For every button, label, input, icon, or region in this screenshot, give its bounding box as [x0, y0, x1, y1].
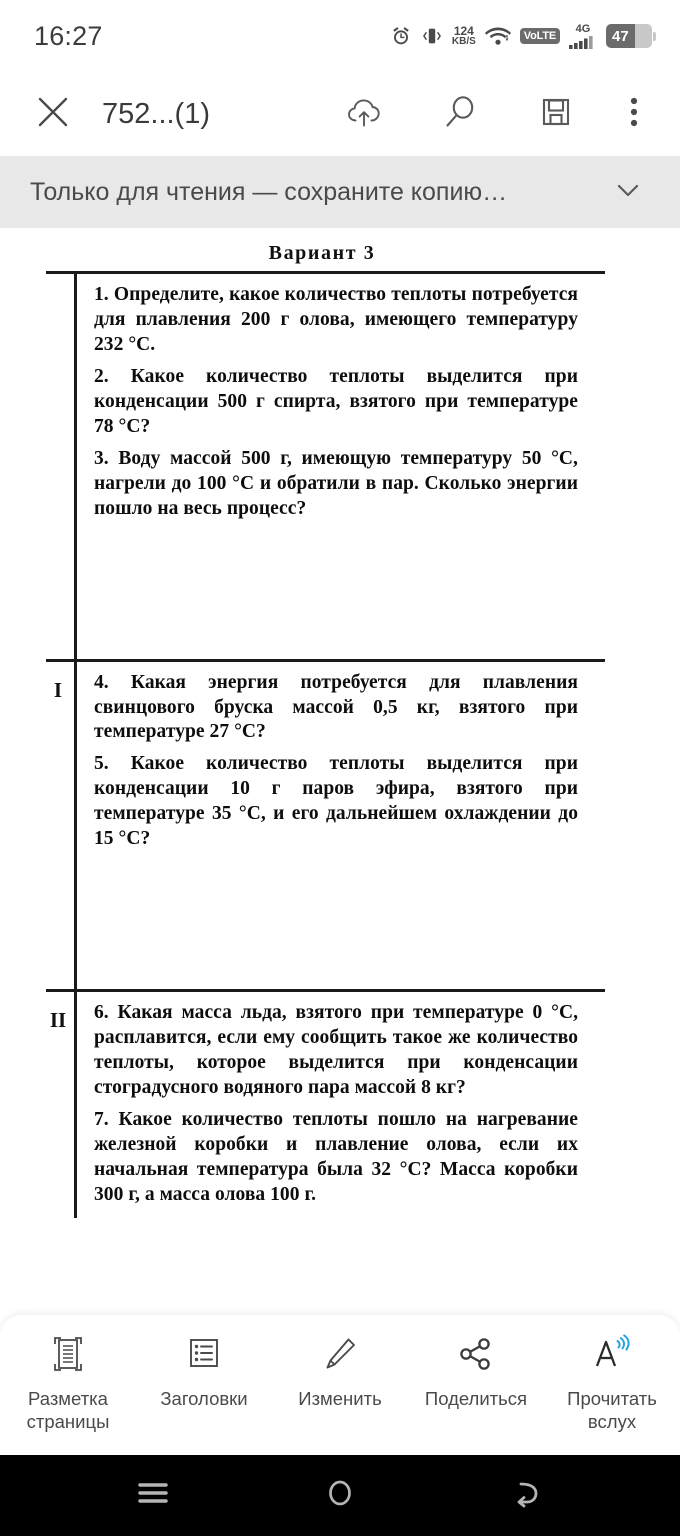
- status-bar: [0, 0, 680, 72]
- network-type-label: 4G: [575, 22, 591, 35]
- net-speed-value: 124: [453, 24, 474, 38]
- question-item: 1. Определите, какое количество теплоты потребуется для плавления 200 г олова, имеющего температуру 232 °С.: [94, 284, 578, 355]
- page-title: Вариант 3: [268, 242, 376, 264]
- toolbar-item-headings[interactable]: [136, 1329, 272, 1410]
- headings-icon: [181, 1329, 227, 1379]
- section-roman-numeral: I: [53, 677, 63, 702]
- question-item: 5. Какое количество теплоты выделится при конденсации 10 г паров эфира, взятого при температуре 35 °С, и его дальнейшем охлаждении до 15 °С?: [94, 753, 578, 850]
- signal-icon: [569, 24, 597, 49]
- document-page: [0, 228, 680, 1218]
- header-actions: [316, 84, 664, 144]
- net-speed-unit: KB/S: [451, 36, 476, 47]
- volte-icon: VoLTE: [520, 28, 560, 44]
- toolbar-item-page-layout[interactable]: [0, 1329, 136, 1433]
- toolbar-label: Поделиться: [424, 1388, 528, 1409]
- readonly-expand-button[interactable]: [602, 166, 654, 218]
- question-item: 7. Какое количество теплоты пошло на нагревание железной коробки и плавление олова, если их начальная температура была 32 °С? Масса коробки 300 г, а масса олова 100 г.: [94, 1109, 578, 1205]
- edit-pencil-icon: [317, 1329, 363, 1379]
- cloud-upload-button[interactable]: [316, 84, 412, 144]
- vibrate-icon: [421, 25, 443, 47]
- save-button[interactable]: [508, 84, 604, 144]
- battery-level-label: 47: [612, 27, 629, 45]
- chevron-down-icon: [612, 174, 644, 211]
- exercise-section: [46, 662, 606, 990]
- question-item: 6. Какая масса льда, взятого при температуре 0 °С, расплавится, если ему сообщить такое же количество теплоты, которое выделится при конденсации стоградусного водяного пара массой 8 кг?: [94, 1002, 578, 1099]
- status-clock: 16:27: [34, 20, 103, 51]
- document-title: 752...(1): [102, 97, 210, 130]
- menu-lines-icon: [136, 1479, 170, 1512]
- question-item: 2. Какое количество теплоты выделится при конденсации 500 г спирта, взятого при температуре 78 °С?: [94, 365, 578, 437]
- alarm-icon: [390, 25, 412, 47]
- readonly-message: Только для чтения — сохраните копию…: [30, 177, 508, 206]
- net-speed-icon: [452, 25, 476, 47]
- page-layout-icon: [45, 1329, 91, 1379]
- close-icon: [36, 95, 70, 134]
- app-header: [0, 72, 680, 156]
- toolbar-item-edit[interactable]: [272, 1329, 408, 1410]
- exercise-section: [46, 274, 606, 659]
- toolbar-label: Прочитать вслух: [567, 1388, 657, 1433]
- section-roman-numeral: II: [49, 1008, 67, 1033]
- home-button[interactable]: [295, 1461, 385, 1531]
- question-item: 3. Воду массой 500 г, имеющую температуру 50 °С, нагрели до 100 °С и обратили в пар. Сколько энергии пошло на весь процесс?: [94, 447, 578, 519]
- save-icon: [537, 93, 575, 136]
- status-icons-group: [390, 24, 656, 49]
- back-button[interactable]: [482, 1461, 572, 1531]
- document-scroll-area[interactable]: [0, 228, 680, 1315]
- recents-button[interactable]: [108, 1461, 198, 1531]
- back-arrow-icon: [510, 1476, 544, 1515]
- battery-icon: [606, 24, 656, 48]
- toolbar-label: Заголовки: [160, 1388, 248, 1409]
- toolbar-label: Разметка страницы: [26, 1388, 110, 1433]
- close-button[interactable]: [26, 87, 80, 141]
- more-options-button[interactable]: [604, 84, 664, 144]
- read-aloud-icon: [588, 1329, 636, 1379]
- exercise-section: [46, 992, 606, 1218]
- readonly-banner[interactable]: [0, 156, 680, 228]
- exercise-table: [46, 271, 606, 1218]
- search-icon: [440, 92, 480, 137]
- toolbar-item-read-aloud[interactable]: [544, 1329, 680, 1433]
- more-options-icon: [628, 93, 640, 136]
- toolbar-item-share[interactable]: [408, 1329, 544, 1410]
- search-button[interactable]: [412, 84, 508, 144]
- wifi-icon: [485, 25, 511, 47]
- circle-icon: [323, 1476, 357, 1515]
- share-icon: [453, 1329, 499, 1379]
- cloud-upload-icon: [343, 91, 385, 138]
- toolbar-label: Изменить: [298, 1388, 382, 1409]
- question-item: 4. Какая энергия потребуется для плавления свинцового бруска массой 0,5 кг, взятого при температуре 27 °С?: [94, 671, 578, 743]
- bottom-toolbar: [0, 1315, 680, 1455]
- system-navigation-bar: [0, 1455, 680, 1536]
